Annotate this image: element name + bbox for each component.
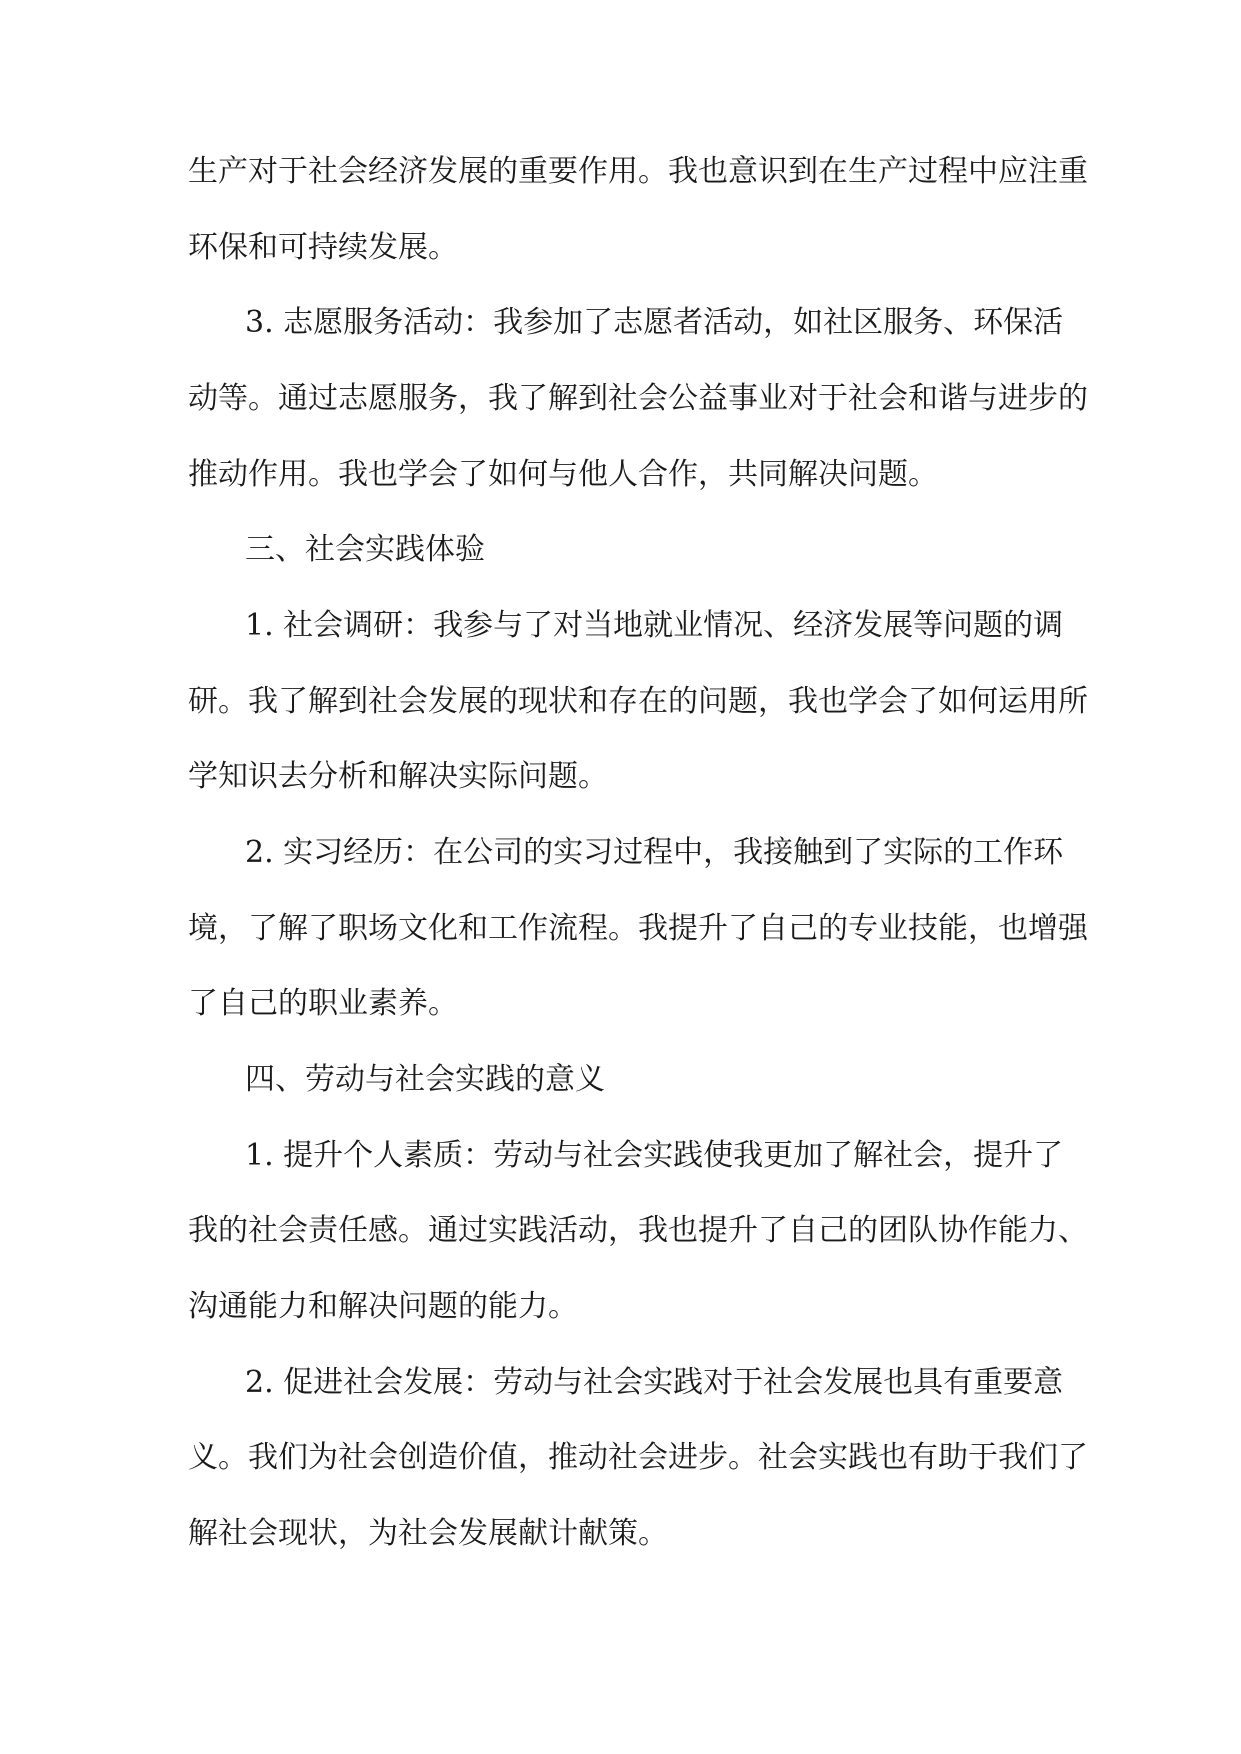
paragraph-line: 研。我了解到社会发展的现状和存在的问题，我也学会了如何运用所 bbox=[188, 684, 1088, 719]
paragraph-line: 动等。通过志愿服务，我了解到社会公益事业对于社会和谐与进步的 bbox=[188, 381, 1088, 416]
list-item-line: 2. 实习经历：在公司的实习过程中，我接触到了实际的工作环 bbox=[245, 835, 1064, 870]
paragraph-line: 推动作用。我也学会了如何与他人合作，共同解决问题。 bbox=[188, 457, 938, 492]
list-item-line: 3. 志愿服务活动：我参加了志愿者活动，如社区服务、环保活 bbox=[245, 305, 1064, 340]
paragraph-line: 生产对于社会经济发展的重要作用。我也意识到在生产过程中应注重 bbox=[188, 154, 1088, 189]
section-heading: 四、劳动与社会实践的意义 bbox=[245, 1062, 605, 1097]
paragraph-line: 环保和可持续发展。 bbox=[188, 230, 458, 265]
paragraph-line: 义。我们为社会创造价值，推动社会进步。社会实践也有助于我们了 bbox=[188, 1440, 1088, 1475]
list-item-line: 1. 社会调研：我参与了对当地就业情况、经济发展等问题的调 bbox=[245, 608, 1064, 643]
paragraph-line: 沟通能力和解决问题的能力。 bbox=[188, 1289, 578, 1324]
paragraph-line: 了自己的职业素养。 bbox=[188, 986, 458, 1021]
section-heading: 三、社会实践体验 bbox=[245, 532, 485, 567]
list-item-line: 1. 提升个人素质：劳动与社会实践使我更加了解社会，提升了 bbox=[245, 1138, 1064, 1173]
paragraph-line: 境，了解了职场文化和工作流程。我提升了自己的专业技能，也增强 bbox=[188, 911, 1088, 946]
paragraph-line: 我的社会责任感。通过实践活动，我也提升了自己的团队协作能力、 bbox=[188, 1213, 1088, 1248]
list-item-line: 2. 促进社会发展：劳动与社会实践对于社会发展也具有重要意 bbox=[245, 1365, 1064, 1400]
paragraph-line: 学知识去分析和解决实际问题。 bbox=[188, 759, 608, 794]
paragraph-line: 解社会现状，为社会发展献计献策。 bbox=[188, 1516, 668, 1551]
